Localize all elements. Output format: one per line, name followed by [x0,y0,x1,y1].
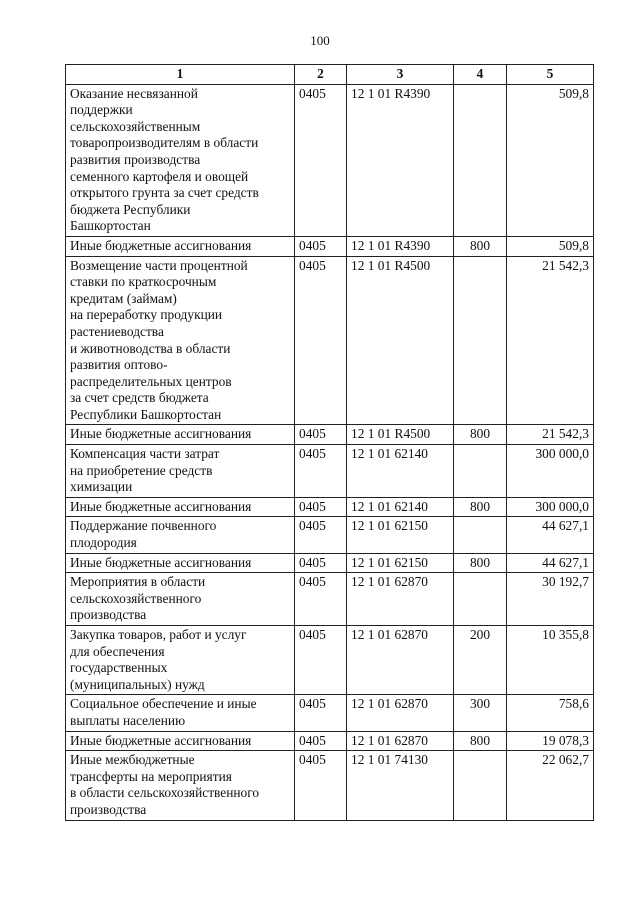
cell-expense-type-text: 200 [469,627,491,642]
cell-name [66,445,295,498]
table-body [66,84,594,820]
cell-target-article-text: 12 1 01 R4500 [351,257,431,273]
cell-expense-type [454,256,507,425]
header-col-2: 2 [295,65,347,85]
cell-section-code [295,517,347,553]
cell-name-text: Иные межбюджетные трансферты на мероприятия в области сельскохозяйственного производства [70,752,260,817]
cell-amount [507,425,594,445]
cell-target-article [347,445,454,498]
cell-section-code [295,425,347,445]
cell-amount [507,553,594,573]
table-row [66,425,594,445]
cell-expense-type-text: 800 [469,732,491,748]
cell-section-code [295,236,347,256]
cell-section-code-text: 0405 [299,696,326,712]
cell-section-code [295,695,347,731]
cell-name-text: Социальное обеспечение и иные выплаты населению [70,696,257,728]
cell-section-code-text: 0405 [299,85,326,101]
budget-table [65,64,594,821]
cell-target-article-text: 12 1 01 62870 [351,627,428,642]
cell-expense-type-text: 800 [469,237,491,253]
cell-amount-text: 44 627,1 [542,518,589,534]
cell-expense-type-text: 300 [469,696,491,712]
cell-target-article [347,517,454,553]
cell-name [66,731,295,751]
cell-target-article [347,695,454,731]
cell-name [66,751,295,820]
cell-target-article-text: 12 1 01 62870 [351,732,428,748]
table-row [66,256,594,425]
cell-section-code [295,445,347,498]
cell-amount [507,256,594,425]
cell-name-text: Закупка товаров, работ и услуг для обеспечения государственных (муниципальных) нужд [70,627,247,692]
table-row [66,553,594,573]
cell-name-text: Компенсация части затрат на приобретение средств химизации [70,446,220,495]
cell-section-code-text: 0405 [299,426,326,442]
cell-amount-text: 19 078,3 [542,732,589,748]
cell-target-article [347,256,454,425]
cell-name [66,236,295,256]
cell-amount-text: 21 542,3 [542,257,589,273]
cell-expense-type [454,517,507,553]
header-col-4: 4 [454,65,507,85]
table-row [66,573,594,626]
cell-section-code-text: 0405 [299,498,326,514]
cell-name-text: Иные бюджетные ассигнования [70,237,252,253]
cell-section-code [295,626,347,695]
cell-name-text: Иные бюджетные ассигнования [70,426,252,442]
table-row [66,751,594,820]
cell-amount [507,517,594,553]
table-row [66,731,594,751]
header-row [66,65,594,85]
cell-amount [507,84,594,236]
page-number: 100 [310,33,330,48]
table-row [66,695,594,731]
cell-target-article [347,553,454,573]
cell-target-article-text: 12 1 01 62150 [351,518,428,534]
cell-section-code [295,553,347,573]
cell-target-article-text: 12 1 01 62140 [351,498,428,514]
cell-expense-type [454,497,507,517]
cell-target-article-text: 12 1 01 62870 [351,696,428,712]
cell-name-text: Иные бюджетные ассигнования [70,554,252,570]
cell-expense-type-text: 800 [469,554,491,570]
cell-section-code-text: 0405 [299,627,326,642]
cell-target-article-text: 12 1 01 62870 [351,574,428,590]
cell-target-article [347,84,454,236]
cell-name [66,256,295,425]
cell-section-code-text: 0405 [299,237,326,253]
cell-target-article [347,497,454,517]
cell-name-text: Иные бюджетные ассигнования [70,732,252,748]
cell-expense-type [454,425,507,445]
cell-expense-type [454,553,507,573]
cell-amount-text: 44 627,1 [542,554,589,570]
cell-target-article-text: 12 1 01 R4390 [351,237,431,253]
cell-amount [507,731,594,751]
cell-name-text: Оказание несвязанной поддержки сельскохозяйственным товаропроизводителям в области развития производства семенного картофеля и овощей открытого грунта за счет средств бюджета Республики Башкортостан [70,85,259,234]
table-row [66,445,594,498]
cell-name [66,695,295,731]
cell-amount [507,695,594,731]
cell-section-code [295,573,347,626]
cell-section-code-text: 0405 [299,518,326,534]
cell-section-code [295,84,347,236]
cell-name [66,626,295,695]
table-header [66,65,594,85]
cell-name [66,553,295,573]
cell-name [66,517,295,553]
cell-name [66,497,295,517]
cell-amount [507,751,594,820]
cell-expense-type [454,751,507,820]
cell-target-article [347,751,454,820]
cell-amount [507,497,594,517]
cell-name-text: Иные бюджетные ассигнования [70,498,252,514]
cell-expense-type [454,573,507,626]
cell-amount-text: 509,8 [558,237,589,253]
cell-name [66,573,295,626]
cell-expense-type [454,445,507,498]
cell-section-code [295,256,347,425]
cell-expense-type [454,626,507,695]
cell-amount-text: 22 062,7 [542,752,589,768]
cell-target-article [347,236,454,256]
cell-amount [507,445,594,498]
cell-amount-text: 300 000,0 [535,498,589,514]
cell-name-text: Возмещение части процентной ставки по краткосрочным кредитам (займам) на переработку продукции растениеводства и животноводства в области развития оптово- распределительных центров за счет средств бюджета Республики Башкортостан [70,257,248,422]
cell-amount-text: 758,6 [558,696,589,712]
cell-section-code-text: 0405 [299,574,326,590]
cell-target-article-text: 12 1 01 62140 [351,446,428,462]
cell-section-code [295,731,347,751]
cell-expense-type-text: 800 [469,498,491,514]
cell-expense-type [454,731,507,751]
cell-section-code [295,497,347,517]
cell-target-article [347,731,454,751]
cell-section-code-text: 0405 [299,446,326,462]
cell-section-code-text: 0405 [299,554,326,570]
table-row [66,236,594,256]
cell-target-article [347,425,454,445]
cell-name-text: Поддержание почвенного плодородия [70,518,217,551]
table-row [66,517,594,553]
cell-name [66,84,295,236]
cell-amount-text: 21 542,3 [542,426,589,442]
header-col-5: 5 [507,65,594,85]
cell-amount-text: 10 355,8 [542,627,589,642]
cell-expense-type-text: 800 [469,426,491,442]
cell-amount-text: 300 000,0 [535,446,589,462]
cell-section-code-text: 0405 [299,257,326,273]
cell-amount-text: 30 192,7 [542,574,589,590]
cell-expense-type [454,695,507,731]
cell-amount [507,626,594,695]
cell-expense-type [454,84,507,236]
header-col-1: 1 [66,65,295,85]
cell-target-article-text: 12 1 01 R4390 [351,85,431,101]
cell-target-article [347,626,454,695]
cell-name-text: Мероприятия в области сельскохозяйственного производства [70,574,206,623]
cell-section-code-text: 0405 [299,752,326,768]
cell-section-code-text: 0405 [299,732,326,748]
cell-target-article-text: 12 1 01 62150 [351,554,428,570]
cell-amount-text: 509,8 [558,85,589,101]
cell-amount [507,573,594,626]
cell-amount [507,236,594,256]
cell-expense-type [454,236,507,256]
cell-target-article [347,573,454,626]
cell-target-article-text: 12 1 01 74130 [351,752,428,768]
cell-name [66,425,295,445]
table-row [66,84,594,236]
table-row [66,626,594,695]
cell-section-code [295,751,347,820]
header-col-3: 3 [347,65,454,85]
table-row [66,497,594,517]
cell-target-article-text: 12 1 01 R4500 [351,426,431,442]
